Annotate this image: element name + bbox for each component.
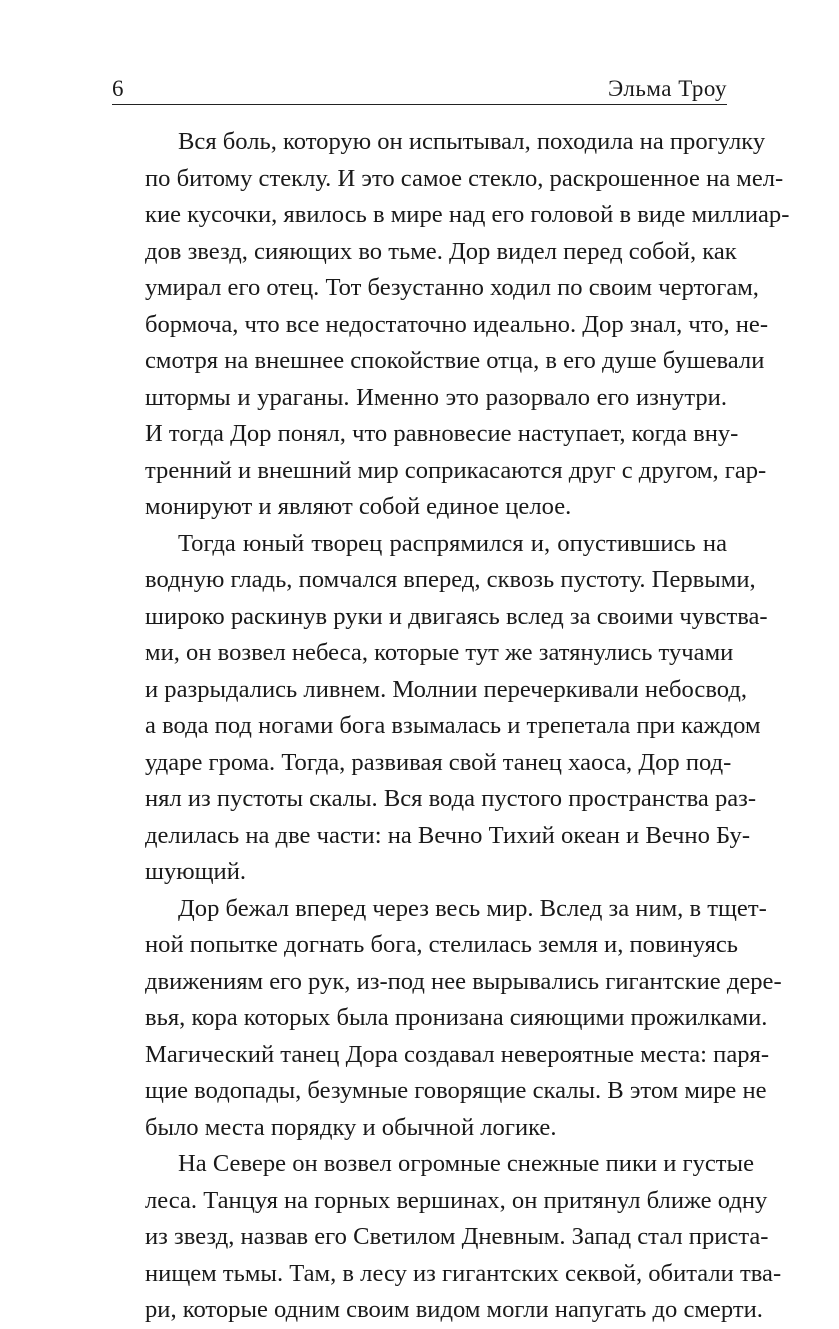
body-text — [112, 124, 790, 1329]
text-line: ри, которые одним своим видом могли напугать до смерти. — [145, 1296, 763, 1323]
text-line: монируют и являют собой единое целое. — [145, 493, 572, 520]
text-line: Тогда юный творец распрямился и, опустившись на — [178, 529, 727, 557]
page-header — [112, 66, 727, 102]
text-line: Дор бежал вперед через весь мир. Вслед за ним, в тщет- — [178, 894, 767, 922]
text-line: бормоча, что все недостаточно идеально. Дор знал, что, не- — [145, 310, 769, 338]
paragraph — [112, 526, 768, 891]
running-title: Эльма Троу — [607, 76, 727, 101]
text-line: а вода под ногами бога взымалась и трепетала при каждом — [145, 712, 761, 739]
header-rule — [112, 104, 727, 105]
text-line: тренний и внешний мир соприкасаются друг с другом, гар- — [145, 456, 767, 484]
text-line: На Севере он возвел огромные снежные пики и густые — [178, 1150, 754, 1177]
text-line: щие водопады, безумные говорящие скалы. В этом мире не — [145, 1077, 767, 1104]
text-line: Вся боль, которую он испытывал, походила на прогулку — [178, 128, 766, 155]
text-line: из звезд, назвав его Светилом Дневным. Запад стал приста- — [145, 1223, 769, 1250]
text-line: движениям его рук, из-под нее вырывались гигантские дере- — [145, 967, 782, 995]
text-line: и разрыдались ливнем. Молнии перечеркивали небосвод, — [145, 675, 748, 703]
text-line: дов звезд, сияющих во тьме. Дор видел перед собой, как — [145, 237, 737, 265]
page-number: 6 — [112, 76, 124, 101]
text-line: штормы и ураганы. Именно это разорвало его изнутри. — [145, 383, 727, 411]
paragraph — [112, 124, 790, 526]
text-line: леса. Танцуя на горных вершинах, он притянул ближе одну — [145, 1186, 768, 1214]
text-line: нял из пустоты скалы. Вся вода пустого пространства раз- — [145, 785, 757, 812]
text-line: ми, он возвел небеса, которые тут же затянулись тучами — [145, 639, 734, 666]
text-line: было места порядку и обычной логике. — [145, 1113, 557, 1141]
text-line: кие кусочки, явилось в мире над его головой в виде миллиар- — [145, 201, 790, 228]
text-line: ной попытке догнать бога, стелилась земля и, повинуясь — [145, 931, 739, 958]
text-line: по битому стеклу. И это самое стекло, раскрошенное на мел- — [145, 164, 784, 192]
text-line: Магический танец Дора создавал невероятные места: паря- — [145, 1040, 770, 1068]
text-line: умирал его отец. Тот безустанно ходил по своим чертогам, — [145, 274, 759, 301]
text-line: водную гладь, помчался вперед, сквозь пустоту. Первыми, — [145, 566, 756, 593]
text-line: шующий. — [145, 858, 247, 885]
paragraph — [112, 1146, 782, 1329]
text-line: И тогда Дор понял, что равновесие наступает, когда вну- — [145, 420, 739, 447]
text-line: вья, кора которых была пронизана сияющими прожилками. — [145, 1004, 768, 1031]
text-line: делилась на две части: на Вечно Тихий океан и Вечно Бу- — [145, 821, 751, 849]
paragraph — [112, 891, 782, 1147]
text-line: нищем тьмы. Там, в лесу из гигантских секвой, обитали тва- — [145, 1259, 782, 1287]
text-line: ударе грома. Тогда, развивая свой танец хаоса, Дор под- — [145, 748, 732, 776]
text-line: смотря на внешнее спокойствие отца, в его душе бушевали — [145, 347, 765, 374]
text-line: широко раскинув руки и двигаясь вслед за своими чувства- — [145, 602, 768, 630]
